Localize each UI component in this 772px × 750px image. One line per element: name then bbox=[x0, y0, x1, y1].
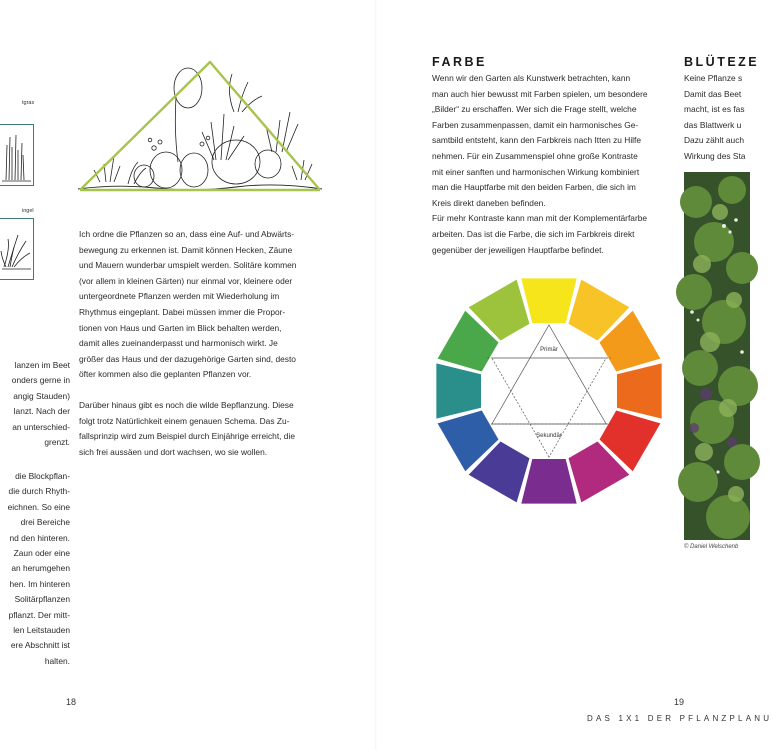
farbe-paragraph-2: Für mehr Kontraste kann man mit der Komplementärfarbe arbeiten. Das ist die Farbe, die sich im Farbkreis direkt gegenüber der jeweiligen Hauptfarbe befindet. bbox=[432, 213, 648, 255]
foliage-photo-graphic bbox=[684, 172, 750, 540]
grass-sketch-icon bbox=[0, 125, 33, 185]
bluetezeit-line: Dazu zählt auch bbox=[684, 135, 745, 146]
left-paragraph-2: Darüber hinaus gibt es noch die wilde Bepflanzung. Diese folgt trotz Natürlichkeit einem genauen Schema. Das Zu- fallsprinzip wird zum Beispiel durch Einjährige erreicht, die sich frei aussäen und dort wachsen, wo sie wollen. bbox=[79, 399, 295, 457]
heading-farbe: FARBE bbox=[432, 55, 487, 69]
grass-tuft-sketch-icon bbox=[0, 219, 33, 279]
plant-illustration-box-tuft bbox=[0, 218, 34, 280]
bluetezeit-line: Damit das Beet bbox=[684, 88, 742, 99]
plant-photo bbox=[684, 172, 750, 540]
color-wheel-segment bbox=[436, 363, 481, 418]
color-wheel-segment bbox=[521, 278, 576, 323]
left-page-body bbox=[79, 227, 319, 460]
planting-triangle-sketch-icon bbox=[76, 52, 326, 197]
farbe-body bbox=[432, 71, 670, 258]
left-column-fragment-2: die Blockpflan- die durch Rhyth- eichnen. So eine drei Bereiche nd den hinteren. Zaun oder eine an herumgehen hen. Im hinteren Solitärpflanzen pflanzt. Der mitt- len Leitstauden ere Abschnitt ist halten. bbox=[7, 471, 70, 666]
wheel-label-primary: Primär bbox=[540, 347, 558, 353]
page-number-right: 19 bbox=[674, 697, 685, 707]
left-paragraph-1: Ich ordne die Pflanzen so an, dass eine Auf- und Abwärts- bewegung zu erkennen ist. Damit können Hecken, Zäune und Mauern wunderbar umspielt werden. Solitäre kommen (vor allem in kleinen Gärten) nur einmal vor, kleinere oder untergeordnete Pflanzen werden mit Wiederholung im Rhythmus eingeplant. Dabei müssen immer die Propor- tionen von Haus und Garten im Blick behalten werden, damit alles zueinanderpasst und harmonisch wirkt. Je größer das Haus und der dazugehörige Garten sind, desto öfter kommen also die geplanten Pflanzen vor. bbox=[79, 229, 297, 380]
bluetezeit-line: Keine Pflanze s bbox=[684, 73, 743, 83]
farbe-paragraph-1: Wenn wir den Garten als Kunstwerk betrachten, kann man auch hier bewusst mit Farben spielen, um besondere „Bilder“ zu erschaffen. Wer sich die Frage stellt, welche Farben zusammenpassen, damit ein harmonisches Ge- samtbild entsteht, kann den Farbkreis nach Itten zu Hilfe nehmen. Für ein Zusammenspiel ohne große Kontraste mit einer sanften und harmonischen Wirkung kombiniert man die Hauptfarbe mit den beiden Farben, die sich im Kreis direkt daneben befinden. bbox=[432, 73, 648, 208]
color-wheel-segment bbox=[617, 363, 662, 418]
fig-label-top: tgras bbox=[22, 100, 35, 106]
bluetezeit-line: macht, ist es fas bbox=[684, 104, 745, 115]
bluetezeit-line: das Blattwerk u bbox=[684, 119, 742, 130]
running-footer: DAS 1X1 DER PFLANZPLANU bbox=[587, 714, 772, 723]
fig-label-bottom: ingel bbox=[22, 208, 34, 214]
color-wheel-graphic bbox=[432, 274, 666, 508]
wheel-label-secondary: Sekundär bbox=[536, 433, 562, 439]
planting-bed-illustration bbox=[76, 52, 326, 197]
heading-bluetezeit: BLÜTEZE bbox=[684, 55, 760, 69]
bluetezeit-line: Wirkung des Sta bbox=[684, 150, 746, 161]
plant-illustration-box-grass bbox=[0, 124, 34, 186]
color-wheel-segment bbox=[521, 459, 576, 504]
bluetezeit-body bbox=[684, 71, 750, 165]
photo-credit: © Daniel Welschenb bbox=[684, 544, 739, 550]
page-number-left: 18 bbox=[66, 697, 77, 707]
page-gutter bbox=[375, 0, 377, 750]
itten-color-wheel bbox=[432, 274, 666, 508]
left-column-fragment-1: lanzen im Beet onders gerne in angig Stauden) lanzt. Nach der an unterschied- grenzt. bbox=[11, 360, 70, 448]
